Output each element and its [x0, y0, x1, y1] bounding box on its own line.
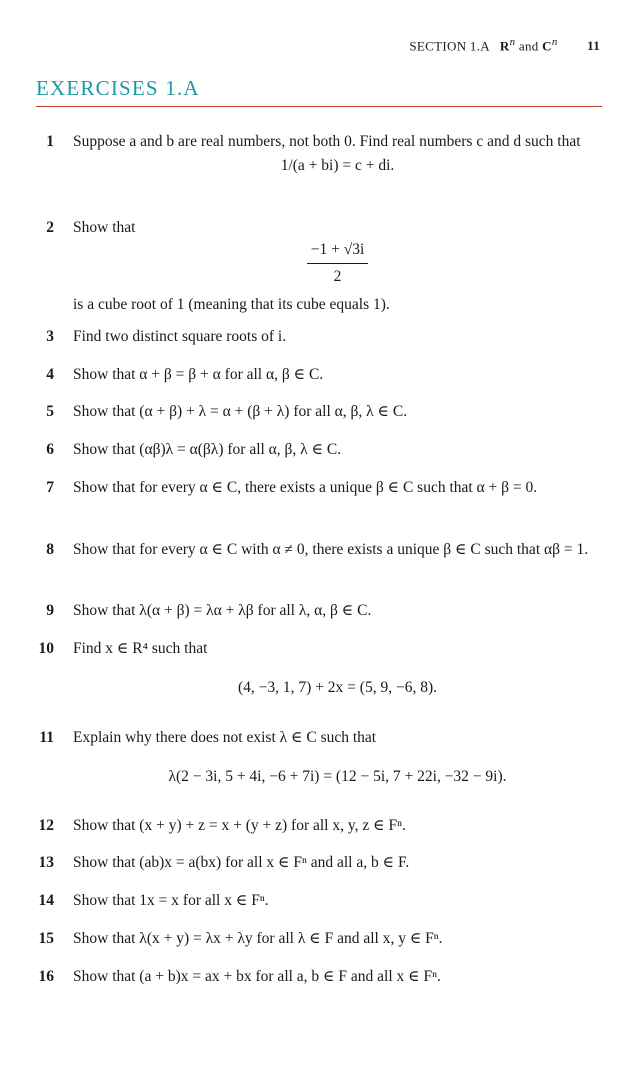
exercise-text-after: is a cube root of 1 (meaning that its cube equals 1). [73, 296, 390, 313]
display-equation: (4, −3, 1, 7) + 2x = (5, 9, −6, 8). [238, 679, 437, 696]
fraction-numerator: −1 + √3i [307, 239, 369, 264]
exercise-number: 16 [38, 968, 54, 985]
exercise-number: 6 [46, 441, 54, 458]
exercise-text: Show that for every α ∈ C, there exists a unique β ∈ C such that α + β = 0. [73, 479, 538, 496]
running-head: SECTION 1.A $R^n$ and $C^n$ 11 [409, 36, 600, 54]
exercise-text: Show that [73, 219, 136, 236]
exercise-text: Show that λ(α + β) = λα + λβ for all λ, α, β ∈ C. [73, 602, 372, 619]
exercise-number: 3 [46, 328, 54, 345]
title-rule [36, 106, 602, 107]
exercise-number: 15 [38, 930, 54, 947]
exercise-text: Show that λ(x + y) = λx + λy for all λ ∈ F and all x, y ∈ Fⁿ. [73, 930, 443, 947]
exercise-text: Find x ∈ R⁴ such that [73, 640, 208, 657]
exercise-12 [36, 815, 602, 837]
exercise-15 [36, 928, 602, 950]
exercise-number: 11 [39, 729, 54, 746]
exercise-number: 4 [46, 366, 54, 383]
exercise-5 [36, 401, 602, 423]
exercise-text: Show that (x + y) + z = x + (y + z) for all x, y, z ∈ Fⁿ. [73, 817, 406, 834]
exercise-number: 12 [38, 817, 54, 834]
exercise-text: Suppose a and b are real numbers, not both 0. Find real numbers c and d such that [73, 133, 581, 150]
exercise-text: Show that for every α ∈ C with α ≠ 0, there exists a unique β ∈ C such that αβ = 1. [73, 541, 589, 558]
exercise-text: Explain why there does not exist λ ∈ C such that [73, 729, 377, 746]
display-equation: λ(2 − 3i, 5 + 4i, −6 + 7i) = (12 − 5i, 7 + 22i, −32 − 9i). [168, 768, 507, 785]
page-number: 11 [587, 38, 600, 54]
fraction [307, 239, 369, 288]
exercise-1 [36, 131, 602, 179]
exercise-number: 7 [46, 479, 54, 496]
section-label: SECTION 1.A [409, 38, 490, 54]
exercise-8 [36, 539, 602, 561]
exercise-3 [36, 326, 602, 348]
exercise-number: 13 [38, 854, 54, 871]
exercise-number: 14 [38, 892, 54, 909]
exercise-text: Show that (a + b)x = ax + bx for all a, b ∈ F and all x ∈ Fⁿ. [73, 968, 441, 985]
exercise-text: Show that α + β = β + α for all α, β ∈ C. [73, 366, 324, 383]
exercise-text: Show that 1x = x for all x ∈ Fⁿ. [73, 892, 269, 909]
exercise-13 [36, 852, 602, 874]
display-equation: 1/(a + bi) = c + di. [280, 157, 395, 174]
exercise-number: 10 [38, 640, 54, 657]
exercise-16 [36, 966, 602, 988]
exercise-text: Show that (αβ)λ = α(βλ) for all α, β, λ ∈ C. [73, 441, 342, 458]
and-word: and [518, 38, 539, 54]
fraction-denominator: 2 [333, 268, 342, 285]
rn-symbol: R [499, 38, 510, 54]
exercise-number: 2 [46, 219, 54, 236]
exercise-9 [36, 600, 602, 622]
exercise-2 [36, 217, 602, 316]
exercise-6 [36, 439, 602, 461]
exercise-11 [36, 727, 602, 790]
section-title: EXERCISES 1.A [36, 76, 200, 100]
cn-symbol: C [542, 38, 552, 54]
exercise-number: 5 [46, 403, 54, 420]
exercise-number: 9 [46, 602, 54, 619]
exercise-number: 8 [46, 541, 54, 558]
exercise-4 [36, 364, 602, 386]
exercise-10 [36, 638, 602, 701]
exercise-number: 1 [46, 133, 54, 150]
exercise-text: Find two distinct square roots of i. [73, 328, 287, 345]
exercise-text: Show that (ab)x = a(bx) for all x ∈ Fⁿ and all a, b ∈ F. [73, 854, 410, 871]
exercise-14 [36, 890, 602, 912]
exercise-text: Show that (α + β) + λ = α + (β + λ) for all α, β, λ ∈ C. [73, 403, 408, 420]
exercise-7 [36, 477, 602, 499]
